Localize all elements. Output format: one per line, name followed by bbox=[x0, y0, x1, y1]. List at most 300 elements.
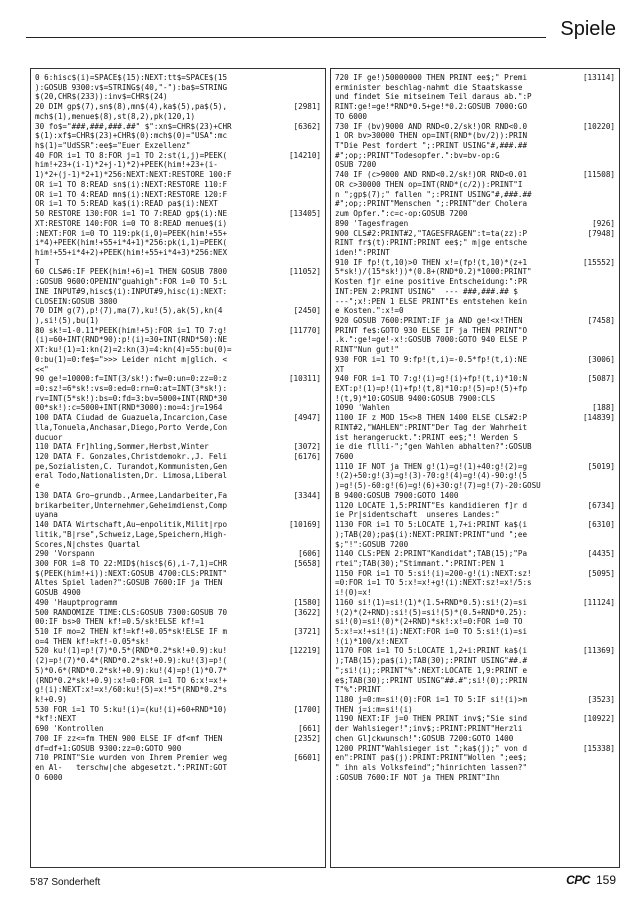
checksum bbox=[281, 170, 321, 180]
code-text: 130 DATA Gro~grundb.,Armee,Landarbeiter,Fa bbox=[35, 490, 228, 500]
code-text: der Wahlsieger!";inv$;:PRINT:PRINT"Herzli bbox=[335, 724, 523, 734]
checksum: [11052] bbox=[288, 267, 321, 277]
code-text: 30 fo$="###,###,###.##" $":xn$=CHR$(23)+CHR bbox=[35, 121, 232, 131]
checksum: [3344] bbox=[293, 490, 321, 500]
code-text: )=g!(5)-60:g!(6)=g!(6)+30:g!(7)=g!(7)-20:GOSU bbox=[335, 481, 541, 491]
code-text: 490 'Hauptprogramm bbox=[35, 597, 118, 607]
checksum: [5095] bbox=[587, 568, 615, 578]
code-line bbox=[335, 637, 615, 647]
code-text: RINT"Nun gut!" bbox=[335, 345, 400, 355]
checksum bbox=[281, 238, 321, 248]
checksum bbox=[281, 501, 321, 511]
checksum bbox=[575, 160, 615, 170]
code-text: 530 FOR i=1 TO 5:ku!(i)=(ku!(i)+60+RND*10) bbox=[35, 704, 228, 714]
code-line bbox=[335, 316, 615, 326]
code-line bbox=[335, 151, 615, 161]
code-line bbox=[335, 666, 615, 676]
checksum bbox=[575, 471, 615, 481]
code-text: );TAB(20);pa$(i):NEXT:PRINT:PRINT"und ";ee bbox=[335, 529, 528, 539]
checksum bbox=[281, 190, 321, 200]
code-line bbox=[35, 666, 321, 676]
code-line bbox=[335, 705, 615, 715]
checksum: [6362] bbox=[293, 121, 321, 131]
checksum bbox=[575, 773, 615, 783]
code-text: GOSUB 4900 bbox=[35, 588, 81, 598]
code-line bbox=[35, 180, 321, 190]
code-line bbox=[35, 316, 321, 326]
code-line bbox=[35, 287, 321, 297]
code-line bbox=[335, 462, 615, 472]
code-text: O 6000 bbox=[35, 772, 63, 782]
code-text: o=4 THEN kf!=kf!-0.05*sk! bbox=[35, 636, 150, 646]
code-text: 00:IF bs>0 THEN kf!=0.5/sk!ELSE kf!=1 bbox=[35, 617, 205, 627]
code-line bbox=[35, 423, 321, 433]
code-text: erminister beschlag-nahmt die Staatskasse bbox=[335, 82, 523, 92]
code-text: .k.":ge!=ge!-x!:GOSUB 7000:GOTO 940 ELSE P bbox=[335, 335, 528, 345]
code-line bbox=[335, 199, 615, 209]
code-text: !(t,9)*10:GOSUB 9400:GOSUB 7900:CLS bbox=[335, 393, 496, 403]
code-text: 5:x!=x!+si!(i):NEXT:FOR i=0 TO 5:si!(i)=si bbox=[335, 626, 528, 636]
checksum bbox=[575, 734, 615, 744]
code-line bbox=[35, 229, 321, 239]
checksum bbox=[281, 773, 321, 783]
code-line bbox=[335, 423, 615, 433]
code-line bbox=[335, 73, 615, 83]
code-line bbox=[35, 734, 321, 744]
checksum: [11369] bbox=[582, 646, 615, 656]
code-line bbox=[35, 471, 321, 481]
code-text: 940 FOR i=1 TO 7:g!(i)=g!(i)+fp!(t,i)*10:N bbox=[335, 374, 528, 384]
code-line bbox=[35, 190, 321, 200]
checksum bbox=[281, 540, 321, 550]
checksum bbox=[281, 569, 321, 579]
code-text: 1200 PRINT"Wahlsieger ist ";ka$(j);" von d bbox=[335, 743, 528, 753]
checksum bbox=[575, 608, 615, 618]
code-text: :GOSUB 7600:IF NOT ja THEN PRINT"Ihn bbox=[335, 772, 500, 782]
footer-right bbox=[566, 873, 616, 887]
code-text: 1130 FOR i=1 TO 5:LOCATE 1,7+i:PRINT ka$(i bbox=[335, 520, 528, 530]
code-text: zum Opfer.":c=c-op:GOSUB 7200 bbox=[335, 209, 468, 219]
code-line bbox=[335, 160, 615, 170]
checksum: [6734] bbox=[587, 500, 615, 510]
checksum bbox=[575, 394, 615, 404]
checksum bbox=[281, 471, 321, 481]
checksum: [14839] bbox=[582, 413, 615, 423]
code-text: 5*sk!)/(15*sk!))*(0.8+(RND*0.2)*1000:PRINT" bbox=[335, 267, 532, 277]
checksum bbox=[575, 326, 615, 336]
code-text: OR i=1 TO 5:READ ka$(i):READ pa$(i):NEXT bbox=[35, 199, 218, 209]
code-text: 80 sk!=1-0.11*PEEK(him!+5):FOR i=1 TO 7:g! bbox=[35, 325, 228, 335]
code-text: :GOSUB 9600:OPENIN"guahigh":FOR i=0 TO 5:L bbox=[35, 277, 228, 287]
checksum bbox=[575, 617, 615, 627]
code-text: $;"!":GOSUB 7200 bbox=[335, 539, 409, 549]
code-line bbox=[335, 355, 615, 365]
code-line bbox=[35, 627, 321, 637]
code-line bbox=[35, 433, 321, 443]
checksum bbox=[575, 676, 615, 686]
code-line bbox=[35, 646, 321, 656]
checksum bbox=[281, 763, 321, 773]
code-line bbox=[35, 598, 321, 608]
code-text: 720 IF ge!)50000000 THEN PRINT ee$;" Premi bbox=[335, 73, 528, 82]
code-text: und findet Sie mitseinem Teil daraus ab.":P bbox=[335, 92, 532, 102]
checksum: [5019] bbox=[587, 461, 615, 471]
code-line bbox=[335, 180, 615, 190]
code-line bbox=[35, 73, 321, 83]
checksum bbox=[575, 666, 615, 676]
code-line bbox=[35, 170, 321, 180]
checksum: [10220] bbox=[582, 121, 615, 131]
checksum bbox=[281, 141, 321, 151]
checksum bbox=[575, 267, 615, 277]
code-text: eral Todo,Nationalisten,Dr. Limosa,Liberal bbox=[35, 471, 228, 481]
code-line bbox=[335, 277, 615, 287]
code-text: 1090 'Wahlen bbox=[335, 403, 390, 413]
code-line bbox=[335, 267, 615, 277]
checksum bbox=[281, 160, 321, 170]
code-text: !(2)*(2+RND):si!(5)=si!(5)*(0.5+RND*0.25): bbox=[335, 607, 528, 617]
code-line bbox=[335, 617, 615, 627]
code-text: him!+23+(i-1)*2+j-1)*2)+PEEK(him!+23+(i- bbox=[35, 160, 218, 170]
code-text: pe,Sozialisten,C. Turandot,Kommunisten,Gen bbox=[35, 461, 228, 471]
code-line bbox=[335, 695, 615, 705]
checksum bbox=[575, 335, 615, 345]
code-line bbox=[35, 131, 321, 141]
code-line bbox=[35, 413, 321, 423]
code-text: T bbox=[35, 257, 40, 267]
checksum: [11124] bbox=[582, 597, 615, 607]
checksum bbox=[281, 297, 321, 307]
checksum bbox=[575, 433, 615, 443]
code-line bbox=[335, 219, 615, 229]
code-line bbox=[335, 773, 615, 783]
checksum bbox=[575, 753, 615, 763]
code-line bbox=[335, 112, 615, 122]
code-text: 510 IF mo=2 THEN kf!=kf!+0.05*sk!ELSE IF m bbox=[35, 626, 228, 636]
code-line bbox=[335, 190, 615, 200]
issue-label: 5'87 Sonderheft bbox=[30, 877, 101, 888]
code-text: 00*sk!):c=5000+INT(RND*3000):mo=4:jr=1964 bbox=[35, 403, 223, 413]
code-line bbox=[35, 384, 321, 394]
checksum bbox=[575, 724, 615, 734]
code-text: h$(1)="UdSSR":ee$="Euer Exzellenz" bbox=[35, 141, 191, 151]
code-text: iden!":PRINT bbox=[335, 247, 390, 257]
checksum: [606] bbox=[298, 549, 321, 559]
code-line bbox=[335, 685, 615, 695]
code-line bbox=[335, 102, 615, 112]
checksum bbox=[281, 695, 321, 705]
code-text: 930 FOR i=1 TO 9:fp!(t,i)=-0.5*fp!(t,i):NE bbox=[335, 354, 528, 364]
code-text: him!+55+i*4+2)+PEEK(him!+55+i*4+3)*256:NEX bbox=[35, 247, 228, 257]
code-text: 1160 si!(1)=si!(1)*(1.5+RND*0.5):si!(2)=si bbox=[335, 597, 528, 607]
checksum: [3622] bbox=[293, 607, 321, 617]
checksum bbox=[575, 345, 615, 355]
code-line bbox=[335, 510, 615, 520]
code-line bbox=[35, 520, 321, 530]
code-line bbox=[35, 530, 321, 540]
code-line bbox=[335, 122, 615, 132]
code-line bbox=[335, 578, 615, 588]
checksum bbox=[575, 705, 615, 715]
checksum bbox=[281, 219, 321, 229]
code-line bbox=[335, 608, 615, 618]
code-line bbox=[35, 588, 321, 598]
checksum bbox=[281, 403, 321, 413]
code-line bbox=[35, 335, 321, 345]
checksum bbox=[575, 627, 615, 637]
code-text: 890 'Tagesfragen bbox=[335, 218, 409, 228]
code-text: 40 FOR i=1 TO 8:FOR j=1 TO 2:st(i,j)=PEEK( bbox=[35, 150, 228, 160]
checksum: [3523] bbox=[587, 695, 615, 704]
code-text: 70 DIM g(7),p!(7),ma(7),ku!(5),ak(5),kn(4 bbox=[35, 306, 223, 316]
code-line bbox=[335, 384, 615, 394]
checksum bbox=[281, 462, 321, 472]
checksum: [4947] bbox=[293, 413, 321, 423]
checksum bbox=[575, 306, 615, 316]
checksum bbox=[575, 588, 615, 598]
checksum bbox=[281, 258, 321, 268]
checksum: [926] bbox=[592, 218, 615, 228]
listing-column-left bbox=[30, 68, 326, 868]
code-line bbox=[335, 753, 615, 763]
checksum bbox=[281, 685, 321, 695]
code-text: en Al- terschw|che abgesetzt.":PRINT:GOT bbox=[35, 763, 228, 773]
checksum bbox=[281, 112, 321, 122]
code-text: rv=INT(5*sk!):bs=0:fd=3:bv=5000+INT(RND*30 bbox=[35, 393, 228, 403]
code-text: INT:PEN 2:PRINT USING" --- ###,###.## $ bbox=[335, 286, 518, 296]
code-line bbox=[335, 229, 615, 239]
checksum bbox=[575, 559, 615, 569]
code-line bbox=[35, 462, 321, 472]
code-line bbox=[35, 355, 321, 365]
code-text: INE INPUT#9,hisc$(i):INPUT#9,hisc(i):NEXT: bbox=[35, 286, 228, 296]
code-line bbox=[335, 141, 615, 151]
code-text: OR i=1 TO 8:READ sn$(i):NEXT:RESTORE 110:F bbox=[35, 179, 228, 189]
code-text: ---";x!:PEN 1 ELSE PRINT"Es entstehen kein bbox=[335, 296, 528, 306]
code-text: 0:bu(1)=0:fe$=">>> Leider nicht m|glich. < bbox=[35, 354, 228, 364]
code-text: #";op;:PRINT"Todesopfer.":bv=bv-op:G bbox=[335, 150, 500, 160]
checksum bbox=[575, 248, 615, 258]
code-text: 50 RESTORE 130:FOR i=1 TO 7:READ gp$(i):NE bbox=[35, 209, 228, 219]
checksum bbox=[575, 481, 615, 491]
checksum bbox=[281, 394, 321, 404]
code-line bbox=[335, 413, 615, 423]
checksum bbox=[281, 277, 321, 287]
code-text: e$;TAB(30);:PRINT USING"##.#";si!(0);:PRIN bbox=[335, 675, 528, 685]
checksum: [2352] bbox=[293, 733, 321, 743]
code-text: si!(0)=si!(0)*(2+RND)*sk!:x!=0:FOR i=0 TO bbox=[335, 617, 523, 627]
code-text: 100 DATA Ciudad de Guazuela,Incarcion,Case bbox=[35, 413, 228, 423]
code-text: 110 DATA Fr]hling,Sommer,Herbst,Winter bbox=[35, 442, 209, 452]
code-line bbox=[35, 452, 321, 462]
code-text: " ihn als Volksfeind";"hinrichten lassen?" bbox=[335, 763, 528, 773]
code-line bbox=[35, 394, 321, 404]
code-text: litik,"B|rse",Schweiz,Lage,Speichern,High- bbox=[35, 529, 228, 539]
code-text: 710 PRINT"Sie wurden von Ihrem Premier weg bbox=[35, 753, 228, 763]
code-text: ist herangeruckt.":PRINT ee$;"! Werden S bbox=[335, 432, 518, 442]
code-text: XT:RESTORE 140:FOR i=0 TO 8:READ menue$(i) bbox=[35, 218, 228, 228]
code-text: 120 DATA F. Gonzales,Christdemokr.,J. Feli bbox=[35, 452, 228, 462]
code-line bbox=[35, 763, 321, 773]
checksum bbox=[281, 714, 321, 724]
code-line bbox=[335, 287, 615, 297]
code-line bbox=[35, 258, 321, 268]
code-line bbox=[335, 83, 615, 93]
checksum bbox=[281, 656, 321, 666]
code-text: en":PRINT pa$(j):PRINT:PRINT"Wollen ";ee$; bbox=[335, 753, 528, 763]
code-line bbox=[35, 695, 321, 705]
code-line bbox=[335, 549, 615, 559]
code-line bbox=[335, 248, 615, 258]
checksum bbox=[281, 83, 321, 93]
code-line bbox=[335, 588, 615, 598]
code-line bbox=[335, 530, 615, 540]
code-line bbox=[35, 744, 321, 754]
code-text: RINT fr$(t):PRINT:PRINT ee$;" m|ge entsche bbox=[335, 238, 528, 248]
code-text: uyana bbox=[35, 510, 58, 520]
code-text: i*4)+PEEK(him!+55+i*4+1)*256:pk(i,1)=PEEK( bbox=[35, 238, 228, 248]
code-line bbox=[35, 209, 321, 219]
checksum bbox=[575, 510, 615, 520]
checksum bbox=[575, 209, 615, 219]
code-line bbox=[35, 326, 321, 336]
code-line bbox=[335, 559, 615, 569]
checksum bbox=[575, 452, 615, 462]
code-text: 740 IF (c>9000 AND RND<0.2/sk!)OR RND<0.01 bbox=[335, 170, 528, 180]
checksum bbox=[575, 287, 615, 297]
code-text: mch$(1),menue$(8),st(8,2),pk(120,1) bbox=[35, 111, 196, 121]
code-text: THEN j=i:m=si!(i) bbox=[335, 704, 413, 714]
checksum: [1580] bbox=[293, 597, 321, 607]
checksum: [13114] bbox=[582, 73, 615, 82]
code-text: e bbox=[35, 481, 40, 491]
checksum bbox=[575, 685, 615, 695]
code-line bbox=[35, 510, 321, 520]
checksum bbox=[575, 297, 615, 307]
code-text: 1180 j=0:m=si!(0):FOR i=1 TO 5:IF si!(i)>m bbox=[335, 695, 528, 704]
code-text: T"Die Pest fordert ";:PRINT USING"#,###.## bbox=[335, 141, 528, 151]
code-line bbox=[335, 258, 615, 268]
checksum bbox=[575, 277, 615, 287]
code-text: PRINT fe$:GOTO 930 ELSE IF ja THEN PRINT"O bbox=[335, 325, 528, 335]
checksum bbox=[281, 676, 321, 686]
code-text: );TAB(15);pa$(i);TAB(30);:PRINT USING"##.# bbox=[335, 656, 528, 666]
code-text: 7600 bbox=[335, 452, 354, 462]
code-line bbox=[335, 452, 615, 462]
code-line bbox=[35, 608, 321, 618]
code-text: 1170 FOR i=1 TO 5:LOCATE 1,2+i:PRINT ka$(i bbox=[335, 646, 528, 656]
checksum bbox=[575, 83, 615, 93]
code-text: Altes Spiel laden?":GOSUB 7600:IF ja THEN bbox=[35, 578, 223, 588]
code-text: 1140 CLS:PEN 2:PRINT"Kandidat";TAB(15);"Pa bbox=[335, 549, 528, 559]
checksum bbox=[281, 335, 321, 345]
code-line bbox=[335, 306, 615, 316]
code-text: ie die fllli-";"gen Wahlen abhalten?":GOSUB bbox=[335, 442, 532, 452]
code-text: i!(0)=x! bbox=[335, 588, 372, 598]
code-line bbox=[35, 345, 321, 355]
code-text: 900 CLS#2:PRINT#2,"TAGESFRAGEN":t=ta(zz):P bbox=[335, 228, 528, 238]
code-text: ducuor bbox=[35, 432, 63, 442]
checksum bbox=[575, 102, 615, 112]
code-text: 5)*0.6*(RND*0.2*sk!+0.9):ku!(4)=p!(1)*0.7* bbox=[35, 665, 228, 675]
checksum bbox=[575, 384, 615, 394]
code-line bbox=[35, 83, 321, 93]
code-line bbox=[335, 491, 615, 501]
code-line bbox=[335, 131, 615, 141]
checksum bbox=[281, 287, 321, 297]
code-line bbox=[35, 773, 321, 783]
checksum bbox=[281, 666, 321, 676]
code-line bbox=[335, 365, 615, 375]
checksum: [188] bbox=[592, 403, 615, 413]
code-text: 140 DATA Wirtschaft,Au~enpolitik,Milit|rpo bbox=[35, 520, 228, 530]
code-line bbox=[35, 297, 321, 307]
code-text: 1120 LOCATE 1,5:PRINT"Es kandidieren f]r d bbox=[335, 500, 528, 510]
code-text: 0 6:hisc$(i)=SPACE$(15):NEXT:tt$=SPACE$(15 bbox=[35, 73, 228, 82]
checksum: [11508] bbox=[582, 170, 615, 180]
code-line bbox=[35, 122, 321, 132]
code-line bbox=[335, 471, 615, 481]
code-text: 60 CLS#6:IF PEEK(him!+6)=1 THEN GOSUB 7800 bbox=[35, 267, 228, 277]
code-text: 1 OR bv>30000 THEN op=INT(RND*(bv/2)):PRIN bbox=[335, 131, 528, 141]
code-text: 690 'Kontrollen bbox=[35, 724, 104, 734]
checksum: [13405] bbox=[288, 209, 321, 219]
header-rule bbox=[26, 37, 546, 38]
code-line bbox=[335, 724, 615, 734]
checksum bbox=[281, 423, 321, 433]
code-text: T"%":PRINT bbox=[335, 685, 381, 695]
code-line bbox=[35, 442, 321, 452]
code-line bbox=[335, 744, 615, 754]
checksum bbox=[575, 92, 615, 102]
checksum bbox=[575, 442, 615, 452]
code-text: =0:sz!=6*sk!:vs=0:ed=0:rn=0:at=INT(3*sk!): bbox=[35, 384, 228, 393]
code-text: df=df+1:GOSUB 9300:zz=0:GOTO 900 bbox=[35, 743, 182, 753]
code-text: B 9400:GOSUB 7900:GOTO 1400 bbox=[335, 490, 459, 500]
code-text: #";op;:PRINT"Menschen ";:PRINT"der Cholera bbox=[335, 199, 528, 209]
code-line bbox=[335, 676, 615, 686]
checksum bbox=[281, 131, 321, 141]
code-line bbox=[335, 297, 615, 307]
code-line bbox=[335, 442, 615, 452]
checksum bbox=[575, 199, 615, 209]
code-text: <<" bbox=[35, 364, 49, 374]
checksum: [3072] bbox=[293, 442, 321, 452]
code-line bbox=[335, 501, 615, 511]
code-line bbox=[335, 714, 615, 724]
checksum: [1700] bbox=[293, 704, 321, 714]
checksum: [15552] bbox=[582, 257, 615, 267]
code-text: 1150 FOR i=1 TO 5:si!(i)=200-g!(i):NEXT:sz! bbox=[335, 568, 532, 578]
code-line bbox=[35, 306, 321, 316]
checksum: [12219] bbox=[288, 646, 321, 656]
code-line bbox=[335, 646, 615, 656]
code-line bbox=[335, 656, 615, 666]
checksum bbox=[575, 180, 615, 190]
code-line bbox=[35, 714, 321, 724]
code-text: TO 6000 bbox=[335, 111, 368, 121]
code-line bbox=[35, 374, 321, 384]
code-line bbox=[35, 112, 321, 122]
code-line bbox=[35, 569, 321, 579]
code-text: 1110 IF NOT ja THEN g!(1)=g!(1)+40:g!(2)=g bbox=[335, 461, 528, 471]
code-line bbox=[335, 326, 615, 336]
code-line bbox=[35, 92, 321, 102]
checksum: [7948] bbox=[587, 228, 615, 238]
checksum bbox=[575, 151, 615, 161]
checksum: [2981] bbox=[293, 102, 321, 112]
checksum: [6176] bbox=[293, 452, 321, 462]
